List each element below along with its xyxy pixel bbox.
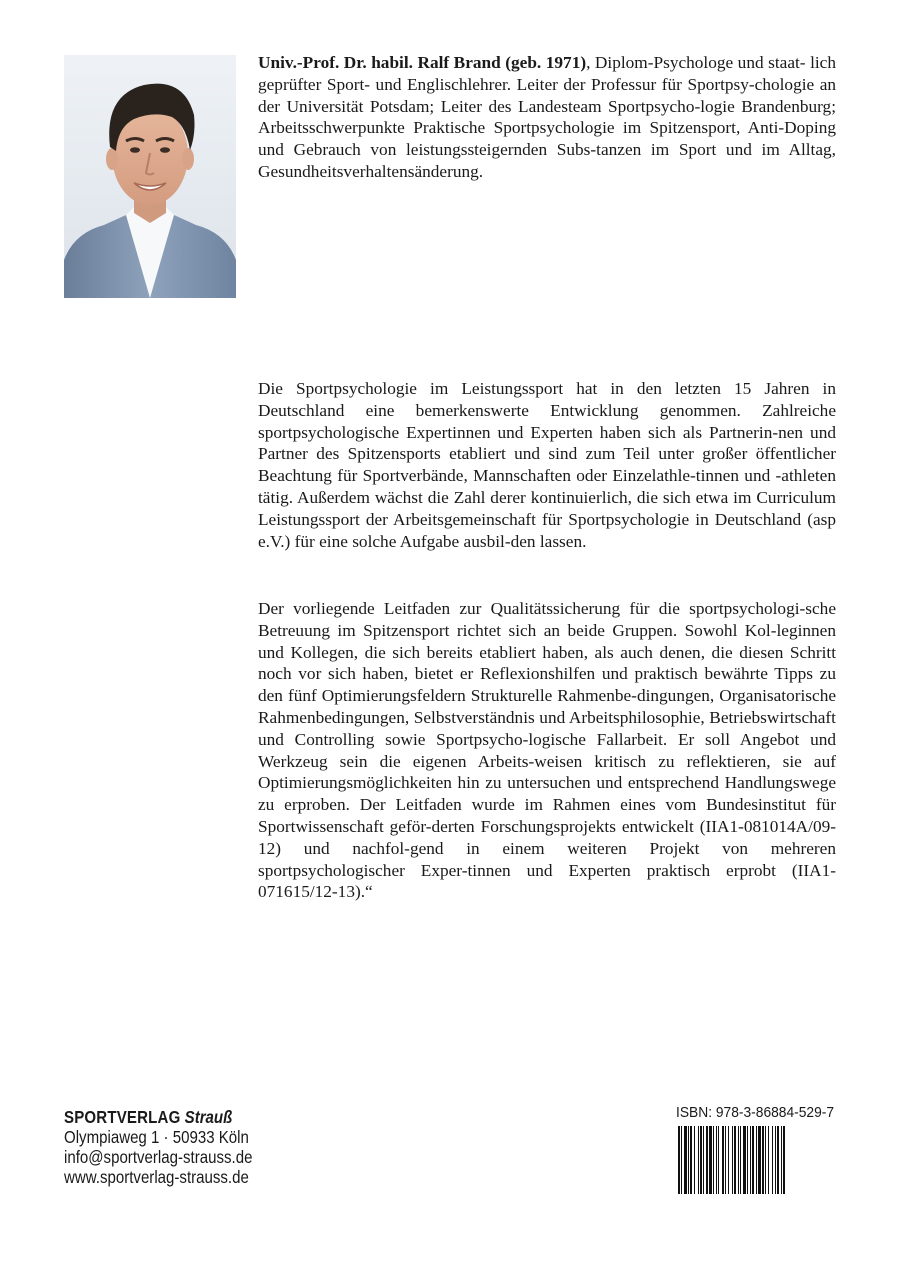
barcode-bar: [718, 1126, 719, 1194]
barcode-bar: [765, 1126, 766, 1194]
blurb-paragraph-1: [258, 378, 836, 552]
blurb-line: den lassen.: [510, 531, 587, 551]
bio-line: tanzen im Sport und im Alltag, Gesundheitsverhaltensänderung.: [258, 140, 836, 181]
publisher-address: Olympiaweg 1 · 50933 Köln: [64, 1127, 249, 1147]
barcode-bar: [728, 1126, 729, 1194]
publisher-imprint: [64, 1107, 283, 1187]
barcode-bar: [743, 1126, 746, 1194]
bio-line: logie Brandenburg; Arbeitsschwerpunkte Praktische Sportpsychologie im: [258, 96, 836, 138]
barcode-bar: [690, 1126, 692, 1194]
barcode-bar: [709, 1126, 712, 1194]
author-name: Univ.-Prof. Dr. habil. Ralf Brand (geb. 1971): [258, 53, 587, 72]
barcode-bar: [775, 1126, 776, 1194]
barcode-bar: [722, 1126, 724, 1194]
barcode-bar: [783, 1126, 785, 1194]
blurb-line: Der vorliegende Leitfaden zur Qualitätssicherung für die sportpsychologi-: [258, 599, 806, 618]
author-portrait: [64, 55, 236, 298]
barcode-bar: [738, 1126, 739, 1194]
publisher-brand: SPORTVERLAG: [64, 1107, 181, 1127]
bio-line: chologie an der Universität Potsdam; Leiter des Landesteam Sportpsycho-: [258, 74, 837, 116]
isbn-block: [676, 1104, 836, 1194]
barcode-bar: [694, 1126, 695, 1194]
publisher-brand-line: [64, 1107, 252, 1127]
publisher-website: www.sportverlag-strauss.de: [64, 1167, 249, 1187]
blurb-line: bewährte Tipps zu den fünf Optimierungsfeldern Strukturelle Rahmenbe-: [258, 664, 836, 706]
barcode-bar: [762, 1126, 764, 1194]
barcode-bar: [740, 1126, 741, 1194]
blurb-line: untersuchen und entsprechend Handlungswege zu erproben. Der Leitfaden: [258, 773, 837, 815]
blurb-line: dingungen, Organisatorische Rahmenbedingungen, Selbstverständnis und: [258, 686, 836, 727]
barcode-bar: [681, 1126, 682, 1194]
barcode-bar: [713, 1126, 714, 1194]
bio-line: lich geprüfter Sport- und Englischlehrer. Leiter der Professur für Sportpsy-: [258, 53, 836, 94]
blurb-line: Deutschland eine bemerkenswerte Entwicklung genommen. Zahlreiche: [258, 400, 836, 420]
barcode-bar: [768, 1126, 769, 1194]
blurb-line: tinnen und -athleten tätig. Außerdem wächst die Zahl derer kontinuierlich,: [258, 466, 836, 507]
barcode-graphic: [676, 1126, 826, 1194]
barcode-bar: [684, 1126, 687, 1194]
barcode-bar: [781, 1126, 782, 1194]
blurb-line: die sich etwa im Curriculum Leistungssport der Arbeitsgemeinschaft für: [258, 487, 836, 529]
author-bio: [258, 52, 836, 183]
barcode-bar: [750, 1126, 751, 1194]
blurb-line: Arbeitsphilosophie, Betriebswirtschaft und Controlling sowie Sportpsycho-: [258, 707, 836, 749]
isbn-label: ISBN: 978-3-86884-529-7: [676, 1104, 835, 1121]
barcode-bar: [703, 1126, 704, 1194]
blurb-line: wurde im Rahmen eines vom Bundesinstitut für Sportwissenschaft geför-: [258, 795, 836, 836]
blurb-line: sche Betreuung im Spitzensport richtet sich an beide Gruppen. Sowohl Kol-: [258, 599, 836, 640]
blurb-line: öffentlicher Beachtung für Sportverbände, Mannschaften oder Einzelathle-: [258, 444, 836, 486]
bio-line: , Diplom-Psychologe und staat-: [586, 53, 806, 72]
blurb-line: derten Forschungsprojekts entwickelt (IIA1-081014A/09-12) und nachfol-: [258, 816, 836, 858]
blurb-line: Die Sportpsychologie im Leistungssport hat in den letzten 15 Jahren in: [258, 379, 836, 398]
barcode-bar: [678, 1126, 680, 1194]
barcode-bar: [716, 1126, 717, 1194]
barcode-bar: [725, 1126, 726, 1194]
barcode-bar: [758, 1126, 761, 1194]
bio-line: Spitzensport, Anti-Doping und Gebrauch von leistungssteigernden Subs-: [258, 118, 837, 160]
blurb-paragraph-2: [258, 598, 836, 903]
blurb-line: tinnen und Experten praktisch erprobt (IIA1-071615/12-13).“: [258, 860, 836, 902]
blurb-line: weisen kritisch zu reflektieren, sie auf Optimierungsmöglichkeiten hin zu: [258, 751, 836, 793]
blurb-line: nen und Partner des Spitzensports etabliert und sind zum Teil unter großer: [258, 422, 836, 464]
author-photo-illustration: [64, 55, 236, 298]
barcode-bar: [688, 1126, 689, 1194]
publisher-email: info@sportverlag-strauss.de: [64, 1147, 253, 1167]
barcode-bar: [747, 1126, 748, 1194]
blurb-line: sportpsychologische Expertinnen und Experten haben sich als Partnerin-: [258, 422, 779, 442]
barcode-bar: [734, 1126, 736, 1194]
blurb-line: leginnen und Kollegen, die sich bereits etabliert haben, als auch denen, die: [258, 620, 836, 662]
barcode-bar: [772, 1126, 773, 1194]
barcode-bar: [752, 1126, 754, 1194]
barcode-bar: [706, 1126, 708, 1194]
barcode-bar: [756, 1126, 757, 1194]
blurb-line: logische Fallarbeit. Er soll Angebot und Werkzeug sein die eigenen Arbeits-: [258, 729, 836, 771]
barcode-bar: [700, 1126, 702, 1194]
barcode-bar: [698, 1126, 699, 1194]
blurb-line: gend in einem weiteren Projekt von mehreren sportpsychologischer Exper-: [258, 838, 836, 880]
blurb-line: diesen Schritt noch vor sich haben, bietet er Reflexionshilfen und praktisch: [258, 642, 836, 684]
barcode-bar: [732, 1126, 733, 1194]
barcode-bar: [777, 1126, 779, 1194]
publisher-brand-suffix: Strauß: [184, 1107, 233, 1127]
blurb-line: Sportpsychologie in Deutschland (asp e.V.) für eine solche Aufgabe ausbil-: [258, 509, 836, 551]
